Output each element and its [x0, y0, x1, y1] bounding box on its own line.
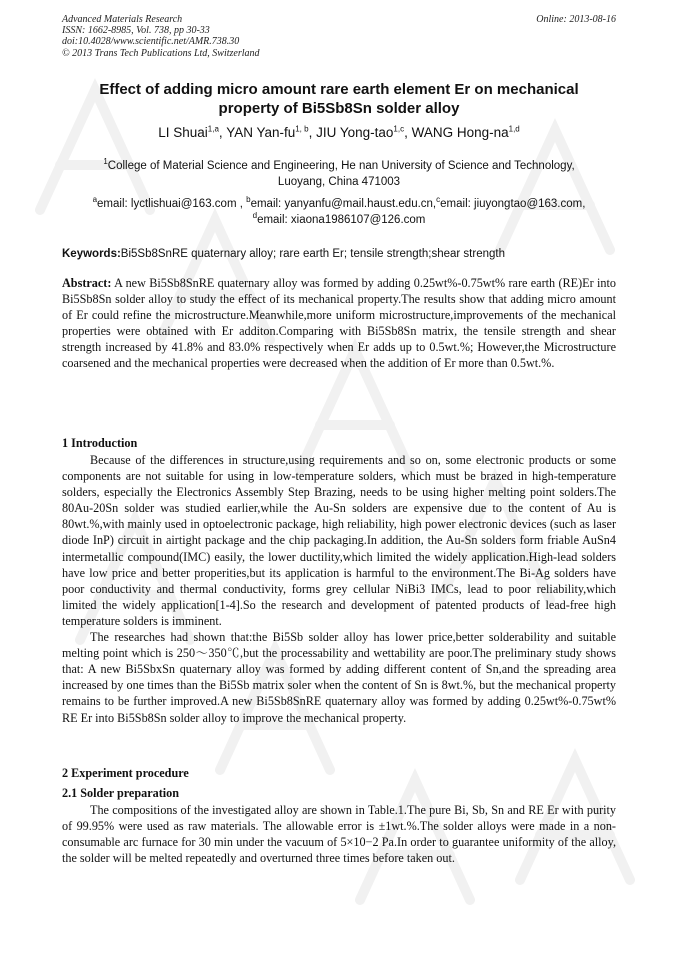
paragraph: The compositions of the investigated alloy are shown in Table.1.The pure Bi, Sb, Sn and RE Er with purity of 99.95% were used as raw materials. The allowable error is ±1wt.%.The solder alloys were made in a non-consumable arc furnace for 30 min under the vacuum of 5×10−2 Pa.In order to guarantee uniformity of the alloy, the solder will be melted repeatedly and overturned three times before taken out.	[62, 803, 616, 866]
journal-header	[62, 14, 260, 59]
abstract-text: A new Bi5Sb8SnRE quaternary alloy was formed by adding 0.25wt%-0.75wt% rare earth (RE)Er into Bi5Sb8Sn solder alloy to study the effect of its mechanical property.The results show that adding micro amount of Er could refine the microstructure.Meanwhile,more uniform microstructure,improvements of the mechanical properties were obtained with Er additon.Comparing with Bi5Sb8Sn matrix, the tensile strength and shear strength increased by 41.8% and 83.0% respectively when Er adds up to 0.5wt.%; However,the Microstructure coarsened and the mechanical properties were decreased when the addition of Er more than 0.5wt.%.	[62, 276, 616, 371]
keywords-label: Keywords:	[62, 248, 121, 260]
section-2-body	[62, 802, 616, 866]
email-a: email: lyctlishuai@163.com ,	[97, 198, 243, 210]
email-b: email: yanyanfu@mail.haust.edu.cn,	[250, 198, 437, 210]
paragraph: Because of the differences in structure,using requirements and so on, some electronic products or some components are not suitable for using in low-temperature solders, which must be brazed in high-temperature solders, especially the Electronics Assembly Step Brazing, needs to be using higher melting point solders.The 80Au-20Sn solder was studied earlier,while the Au-Sn solders are expensive due to the content of Au is 80wt.%,with mainly used in optoelectronic package, high reliability, high power electronic devices (such as laser diode InP) circuit in airtight package and the chip packaging.In addition, the Au-Sn solders form friable AuSn4 intermetallic compound(IMC) easily, the lower ductility,which limited the widely application.High-lead solders have low price and better properities,but its application is harmful to the environment.The Bi-Ag solders have poor conductivity and thermal conductivity, forms grey cellular NiBi3 IMCs, lead to poor reliability,which limited the widely application[1-4].So the research and development of patented products of lead-free high temperature solders is imminent.	[62, 453, 616, 628]
section-heading: 1 Introduction	[62, 436, 138, 450]
author-sup: 1,c	[393, 124, 405, 134]
author-list: LI Shuai$^{1,a}$, YAN Yan-fu$^{1, b}$, JIU Yong-tao$^{1,c}$, WANG Hong-na$^{1,d}$	[158, 124, 520, 140]
paper-title	[70, 80, 608, 118]
author-sup: 1,a	[207, 124, 219, 134]
online-date: Online: 2013-08-16	[536, 14, 616, 25]
email-list	[58, 196, 620, 228]
journal-copyright: © 2013 Trans Tech Publications Ltd, Switzerland	[62, 47, 260, 59]
subsection-heading: 2.1 Solder preparation	[62, 786, 180, 800]
title-line-2: property of Bi5Sb8Sn solder alloy	[218, 100, 460, 117]
author-name: YAN Yan-fu	[226, 125, 296, 140]
affiliation-sup: 1	[103, 157, 108, 167]
affiliation-line-2: Luoyang, China 471003	[277, 176, 401, 188]
author-sup: 1, b	[295, 124, 309, 134]
abstract	[62, 275, 616, 372]
title-line-1: Effect of adding micro amount rare earth element Er on mechanical	[99, 81, 579, 98]
affiliation-line-1: College of Material Science and Engineering, He nan University of Science and Technology,	[107, 160, 575, 172]
email-d: email: xiaona1986107@126.com	[257, 214, 426, 226]
journal-doi: doi:10.4028/www.scientific.net/AMR.738.30	[62, 36, 240, 48]
author-name: LI Shuai	[158, 125, 208, 140]
affiliation	[62, 158, 616, 190]
author-name: WANG Hong-na	[411, 125, 509, 140]
journal-name: Advanced Materials Research	[62, 14, 183, 25]
abstract-label: Abstract:	[62, 276, 112, 290]
author-sup: 1,d	[508, 124, 520, 134]
paragraph: The researches had shown that:the Bi5Sb solder alloy has lower price,better solderability and suitable melting point which is 250～350℃,but the processability and wettability are poor.The preliminary study shows that: A new Bi5SbxSn quaternary alloy was formed by adding different content of Sn,and the spreading area increased by one times than the Bi5Sb matrix soler when the content of Sn is 8wt.%, but the mechanical property remains to be further improved.A new Bi5Sb8SnRE quaternary alloy was formed by adding 0.25wt%-0.75wt% RE Er into Bi5Sb8Sn solder alloy to improve the mechanical property.	[62, 630, 616, 725]
author-name: JIU Yong-tao	[316, 125, 394, 140]
email-sup: b	[246, 195, 251, 205]
section-heading: 2 Experiment procedure	[62, 766, 189, 780]
email-sup: c	[436, 195, 441, 205]
journal-issn: ISSN: 1662-8985, Vol. 738, pp 30-33	[62, 25, 210, 37]
keywords	[62, 246, 618, 262]
keywords-text: Bi5Sb8SnRE quaternary alloy; rare earth Er; tensile strength;shear strength	[120, 248, 505, 260]
email-c: email: jiuyongtao@163.com,	[440, 198, 586, 210]
section-1-body	[62, 452, 616, 726]
email-sup: a	[92, 195, 98, 205]
email-sup: d	[252, 211, 258, 221]
